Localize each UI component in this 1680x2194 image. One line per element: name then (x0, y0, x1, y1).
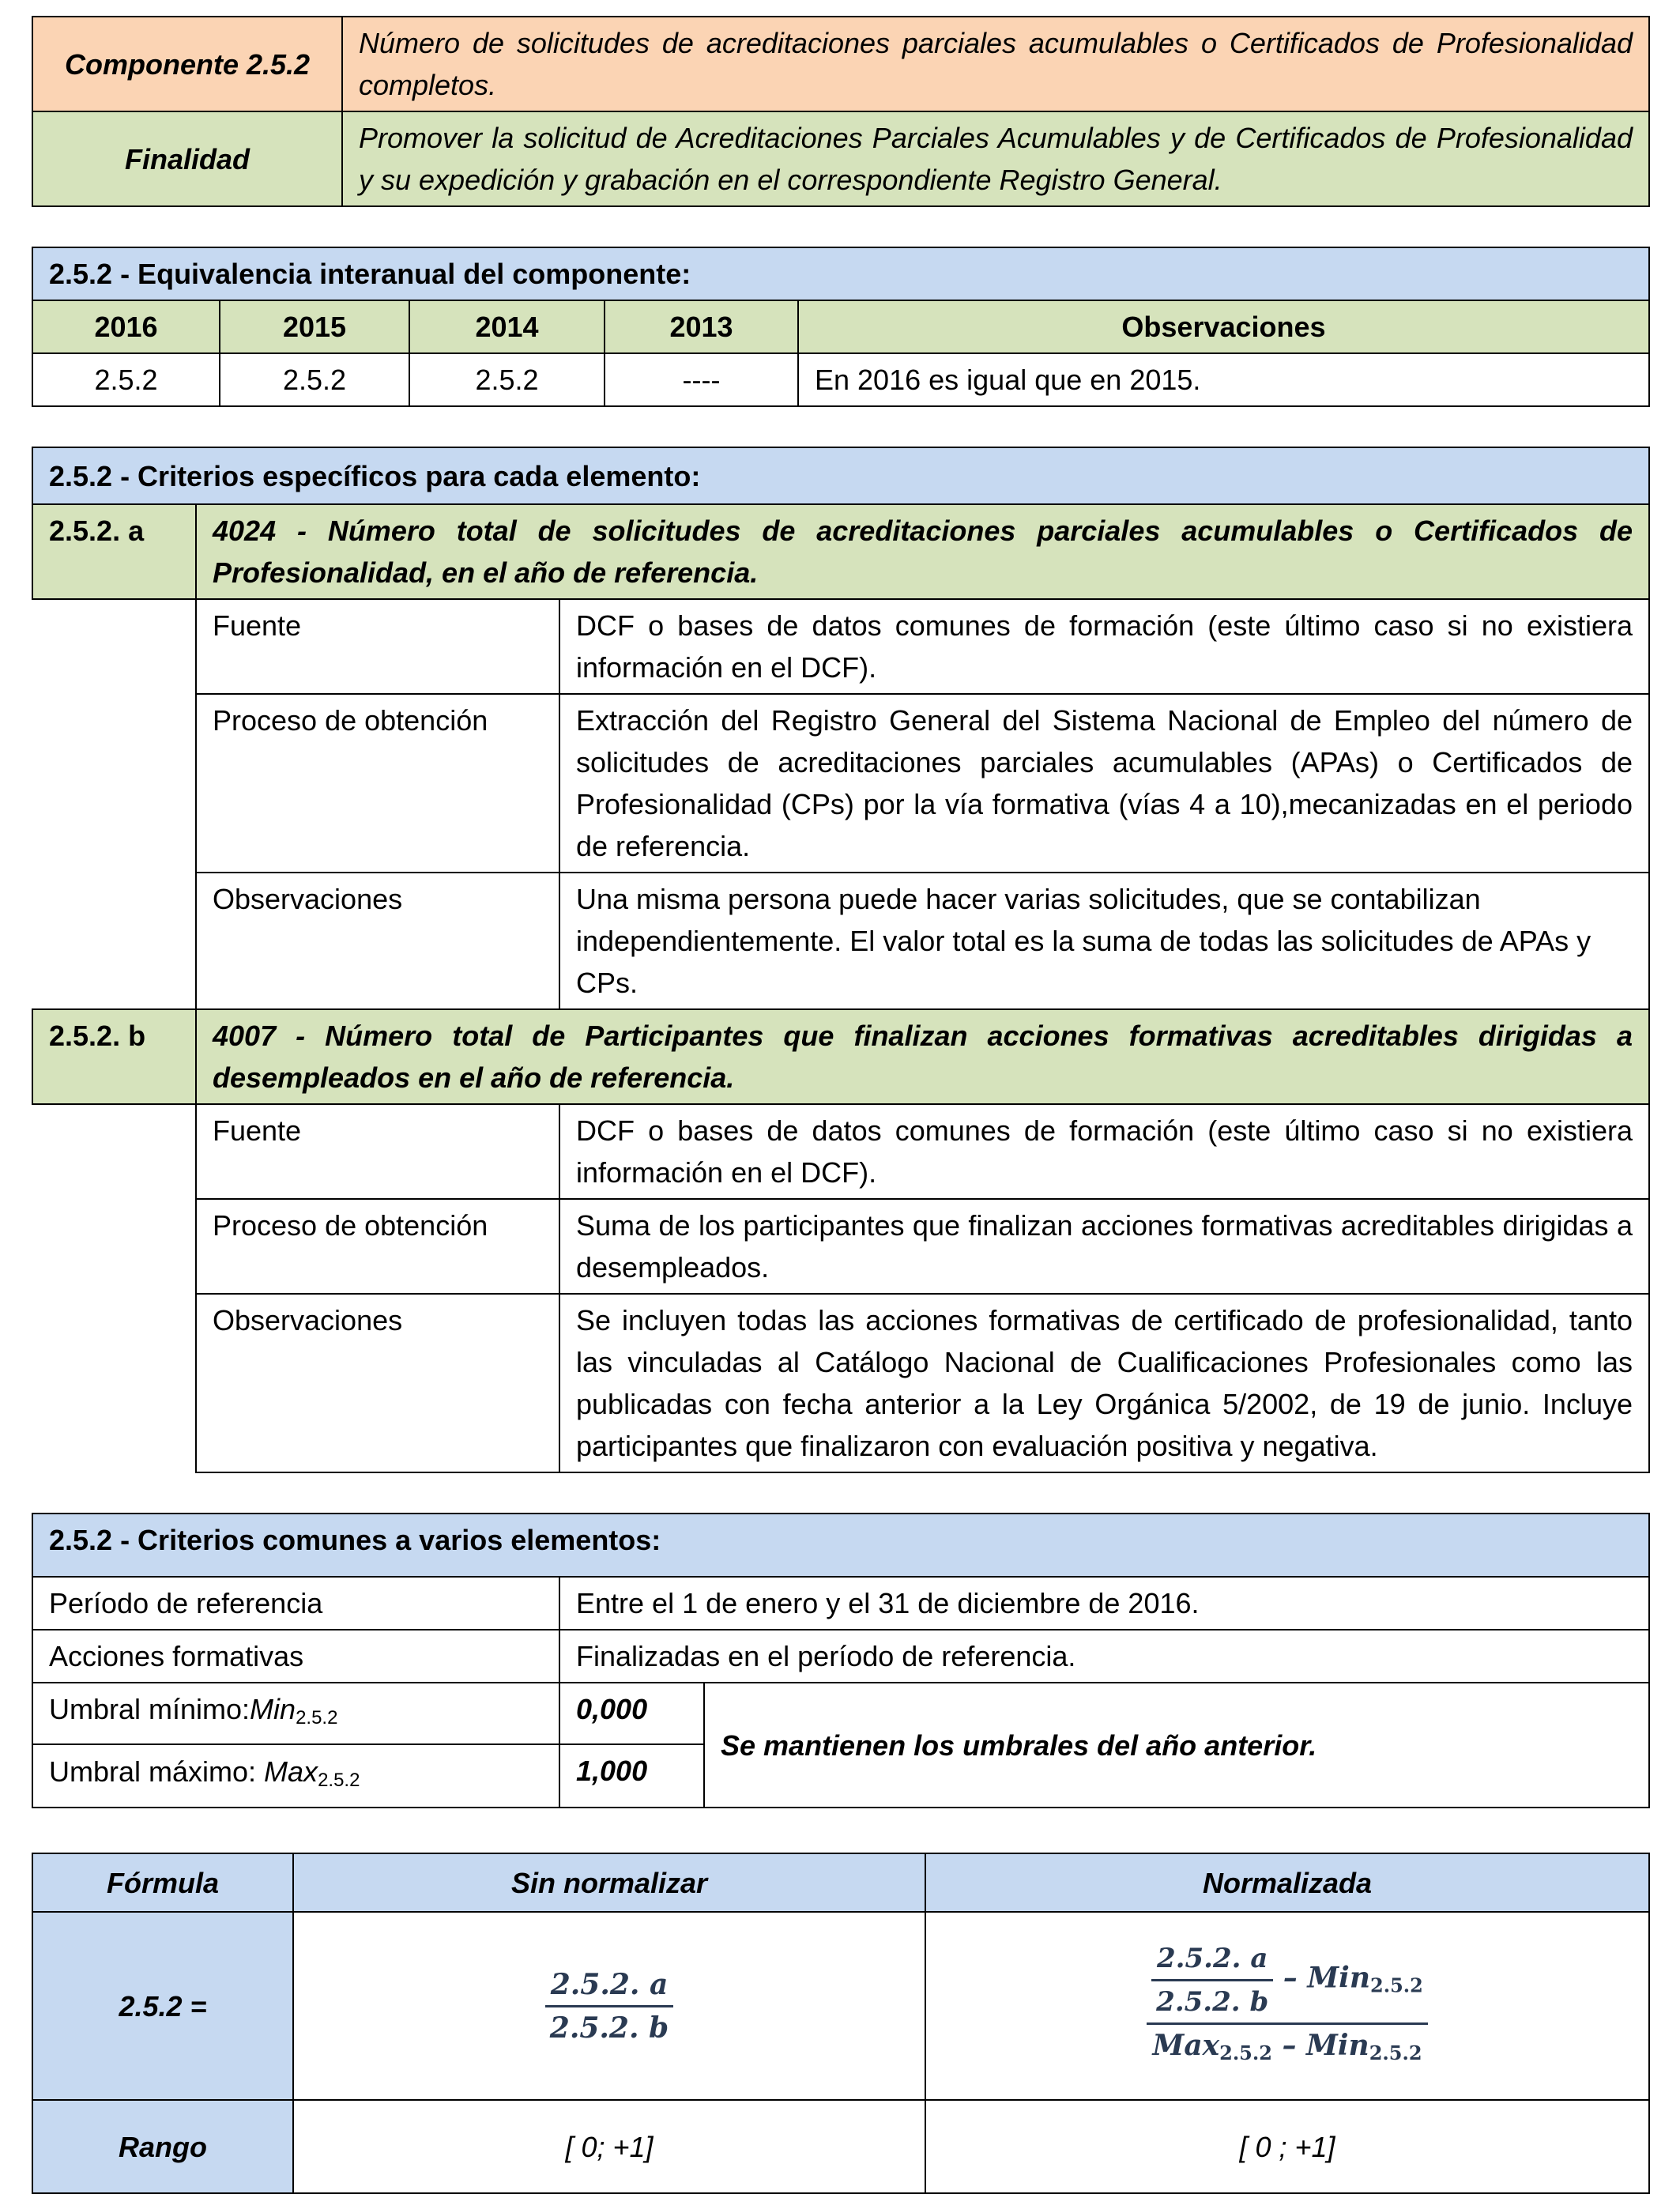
fraction-sin-normalizar (545, 1967, 673, 2045)
formula-normalizada (925, 1912, 1649, 2100)
equiv-cell-2013: ---- (605, 353, 798, 406)
umbral-maximo-value: 1,000 (559, 1744, 704, 1808)
equiv-cell-2016: 2.5.2 (32, 353, 220, 406)
spacer (32, 1294, 196, 1472)
normalizada-numerator: $\frac{2.5.2. a}{2.5.2. b}$ – Min$_{2.5.2}$ (1147, 1941, 1428, 2025)
formula-header-formula: Fórmula (32, 1853, 293, 1912)
element-b-proceso-text: Suma de los participantes que finalizan acciones formativas acreditables dirigidas a desempleados. (559, 1199, 1649, 1294)
spacer (32, 1199, 196, 1294)
periodo-text: Entre el 1 de enero y el 31 de diciembre de 2016. (559, 1577, 1649, 1630)
element-b-observaciones-text: Se incluyen todas las acciones formativas de certificado de profesionalidad, tanto las vinculadas al Catálogo Nacional de Cualificaciones Profesionales como las publicadas con fecha anterior a la Ley Orgánica 5/2002, de 19 de junio. Incluye participantes que finalizaron con evaluación positiva y negativa. (559, 1294, 1649, 1472)
acciones-label: Acciones formativas (32, 1630, 559, 1683)
element-b-fuente-label: Fuente (196, 1104, 559, 1199)
formula-header-normalizada: Normalizada (925, 1853, 1649, 1912)
equiv-cell-2014: 2.5.2 (409, 353, 605, 406)
finalidad-text: Promover la solicitud de Acreditaciones Parciales Acumulables y de Certificados de Profesionalidad y su expedición y grabación en el correspondiente Registro General. (342, 111, 1649, 206)
spacer (32, 873, 196, 1009)
page (32, 16, 1650, 2194)
especificos-title: 2.5.2 - Criterios específicos para cada elemento: (32, 447, 1649, 504)
criterios-comunes-table (32, 1513, 1650, 1808)
element-b-proceso-label: Proceso de obtención (196, 1199, 559, 1294)
element-a-fuente-label: Fuente (196, 599, 559, 694)
component-header-table (32, 16, 1650, 207)
spacer (32, 694, 196, 873)
periodo-label: Período de referencia (32, 1577, 559, 1630)
finalidad-label: Finalidad (32, 111, 342, 206)
element-a-code: 2.5.2. a (32, 504, 196, 599)
fraction-denominator: 2.5.2. b (549, 2011, 669, 2045)
equivalencia-table (32, 247, 1650, 407)
rango-sin-normalizar: [ 0; +1] (293, 2100, 925, 2193)
formula-table (32, 1853, 1650, 2194)
element-a-title: 4024 - Número total de solicitudes de acreditaciones parciales acumulables o Certificados de Profesionalidad, en el año de referencia. (196, 504, 1649, 599)
fraction-numerator: 2.5.2. a (545, 1967, 673, 2007)
equiv-header-observaciones: Observaciones (798, 300, 1649, 353)
element-a-proceso-text: Extracción del Registro General del Sistema Nacional de Empleo del número de solicitudes de acreditaciones parciales acumulables (APAs) o Certificados de Profesionalidad (CPs) por la vía formativa (vías 4 a 10),mecanizadas en el periodo de referencia. (559, 694, 1649, 873)
equivalencia-title: 2.5.2 - Equivalencia interanual del componente: (32, 247, 1649, 300)
criterios-especificos-table (32, 447, 1650, 1473)
element-b-code: 2.5.2. b (32, 1009, 196, 1104)
element-a-observaciones-text: Una misma persona puede hacer varias solicitudes, que se contabilizan independientemente. El valor total es la suma de todas las solicitudes de APAs y CPs. (559, 873, 1649, 1009)
formula-sin-normalizar (293, 1912, 925, 2100)
rango-normalizada: [ 0 ; +1] (925, 2100, 1649, 2193)
element-b-fuente-text: DCF o bases de datos comunes de formación (este último caso si no existiera información en el DCF). (559, 1104, 1649, 1199)
element-a-fuente-text: DCF o bases de datos comunes de formación (este último caso si no existiera información en el DCF). (559, 599, 1649, 694)
formula-header-sin-normalizar: Sin normalizar (293, 1853, 925, 1912)
fraction-normalizada (1147, 1941, 1428, 2071)
normalizada-denominator: Max$_{2.5.2}$ – Min$_{2.5.2}$ (1152, 2029, 1422, 2064)
formula-row-label: 2.5.2 = (32, 1912, 293, 2100)
inner-denominator: 2.5.2. b (1156, 1986, 1269, 2018)
umbral-note: Se mantienen los umbrales del año anterior. (704, 1683, 1649, 1808)
equiv-cell-2015: 2.5.2 (220, 353, 409, 406)
equiv-header-2016: 2016 (32, 300, 220, 353)
element-a-proceso-label: Proceso de obtención (196, 694, 559, 873)
element-b-observaciones-label: Observaciones (196, 1294, 559, 1472)
minus-min: – Min (1283, 1961, 1371, 1995)
spacer (32, 599, 196, 694)
element-a-observaciones-label: Observaciones (196, 873, 559, 1009)
componente-label: Componente 2.5.2 (32, 17, 342, 111)
umbral-minimo-value: 0,000 (559, 1683, 704, 1744)
spacer (32, 1104, 196, 1199)
equiv-cell-observaciones: En 2016 es igual que en 2015. (798, 353, 1649, 406)
equiv-header-2015: 2015 (220, 300, 409, 353)
equiv-header-2013: 2013 (605, 300, 798, 353)
rango-label: Rango (32, 2100, 293, 2193)
comunes-title: 2.5.2 - Criterios comunes a varios elementos: (32, 1514, 1649, 1577)
acciones-text: Finalizadas en el período de referencia. (559, 1630, 1649, 1683)
element-b-title: 4007 - Número total de Participantes que finalizan acciones formativas acreditables dirigidas a desempleados en el año de referencia. (196, 1009, 1649, 1104)
umbral-maximo-label: Umbral máximo: Max$_{2.5.2}$ (32, 1744, 559, 1808)
componente-text: Número de solicitudes de acreditaciones parciales acumulables o Certificados de Profesionalidad completos. (342, 17, 1649, 111)
umbral-minimo-label: Umbral mínimo:Min$_{2.5.2}$ (32, 1683, 559, 1744)
inner-fraction (1151, 1941, 1273, 2019)
equiv-header-2014: 2014 (409, 300, 605, 353)
inner-numerator: 2.5.2. a (1151, 1941, 1273, 1981)
